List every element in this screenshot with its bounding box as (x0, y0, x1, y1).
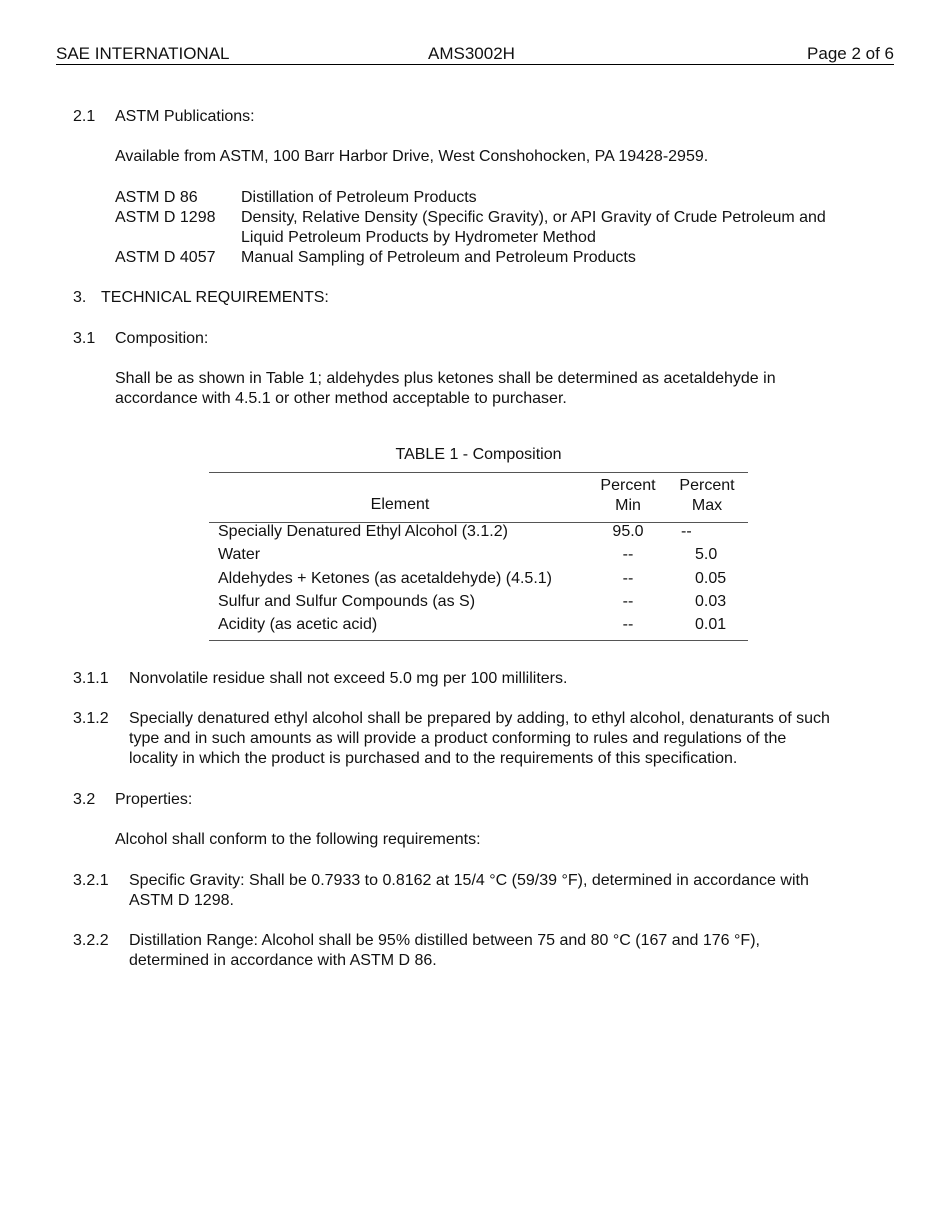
table-cell-min: 95.0 (612, 523, 644, 540)
table-cell-max: 0.05 (695, 570, 727, 587)
section-3-1-2-text: locality in which the product is purchased and to the requirements of this specification. (129, 750, 738, 767)
section-3-1-1-number: 3.1.1 (73, 670, 109, 687)
section-3-number: 3. (73, 289, 87, 306)
table-cell-min: -- (622, 546, 634, 563)
section-2-1-title: ASTM Publications: (115, 108, 255, 125)
composition-table (209, 472, 748, 641)
section-3-1-number: 3.1 (73, 330, 96, 347)
section-3-2-intro: Alcohol shall conform to the following requirements: (115, 831, 481, 848)
section-3-2-2-number: 3.2.2 (73, 932, 109, 949)
section-3-1-text: Shall be as shown in Table 1; aldehydes plus ketones shall be determined as acetaldehyde in (115, 370, 776, 387)
ref-description: Manual Sampling of Petroleum and Petroleum Products (241, 249, 636, 266)
ref-description-continued: Liquid Petroleum Products by Hydrometer Method (241, 229, 596, 246)
table-cell-max: 5.0 (695, 546, 718, 563)
header-page-number: Page 2 of 6 (807, 44, 894, 63)
section-3-1-title: Composition: (115, 330, 209, 347)
section-3-1-1-text: Nonvolatile residue shall not exceed 5.0 mg per 100 milliliters. (129, 670, 568, 687)
col-header-element: Element (370, 496, 430, 513)
table-cell-min: -- (622, 593, 634, 610)
table-cell-min: -- (622, 616, 634, 633)
table-cell-min: -- (622, 570, 634, 587)
table-cell-max: -- (681, 523, 692, 540)
ref-code: ASTM D 1298 (115, 209, 216, 226)
ref-description: Distillation of Petroleum Products (241, 189, 477, 206)
col-header-max-sub: Max (691, 497, 723, 514)
table-cell-element: Acidity (as acetic acid) (218, 616, 378, 633)
header-org: SAE INTERNATIONAL (56, 44, 230, 63)
table-cell-element: Water (218, 546, 261, 563)
section-3-1-2-text: Specially denatured ethyl alcohol shall be prepared by adding, to ethyl alcohol, denaturants of such (129, 710, 830, 727)
section-3-2-1-number: 3.2.1 (73, 872, 109, 889)
col-header-max: Percent (679, 477, 735, 494)
ref-code: ASTM D 4057 (115, 249, 216, 266)
table-cell-element: Specially Denatured Ethyl Alcohol (3.1.2) (218, 523, 508, 540)
section-3-2-number: 3.2 (73, 791, 96, 808)
ref-code: ASTM D 86 (115, 189, 198, 206)
section-3-2-1-text: Specific Gravity: Shall be 0.7933 to 0.8162 at 15/4 °C (59/39 °F), determined in accordance with (129, 872, 809, 889)
section-3-2-title: Properties: (115, 791, 193, 808)
table-cell-max: 0.03 (695, 593, 727, 610)
section-2-1-number: 2.1 (73, 108, 96, 125)
astm-availability: Available from ASTM, 100 Barr Harbor Drive, West Conshohocken, PA 19428-2959. (115, 148, 709, 165)
section-3-2-2-text: determined in accordance with ASTM D 86. (129, 952, 437, 969)
table-cell-max: 0.01 (695, 616, 727, 633)
col-header-min-sub: Min (615, 497, 641, 514)
section-3-2-1-text: ASTM D 1298. (129, 892, 234, 909)
section-3-title: TECHNICAL REQUIREMENTS: (101, 289, 329, 306)
table-cell-element: Sulfur and Sulfur Compounds (as S) (218, 593, 476, 610)
table-cell-element: Aldehydes + Ketones (as acetaldehyde) (4.5.1) (218, 570, 552, 587)
section-3-1-2-text: type and in such amounts as will provide a product conforming to rules and regulations of the (129, 730, 787, 747)
section-3-2-2-text: Distillation Range: Alcohol shall be 95% distilled between 75 and 80 °C (167 and 176 °F), (129, 932, 760, 949)
table-caption: TABLE 1 - Composition (395, 446, 562, 463)
section-3-1-text: accordance with 4.5.1 or other method acceptable to purchaser. (115, 390, 567, 407)
ref-description: Density, Relative Density (Specific Gravity), or API Gravity of Crude Petroleum and (241, 209, 826, 226)
header-doc-id: AMS3002H (428, 44, 515, 63)
page-header (56, 44, 894, 65)
section-3-1-2-number: 3.1.2 (73, 710, 109, 727)
col-header-min: Percent (600, 477, 656, 494)
